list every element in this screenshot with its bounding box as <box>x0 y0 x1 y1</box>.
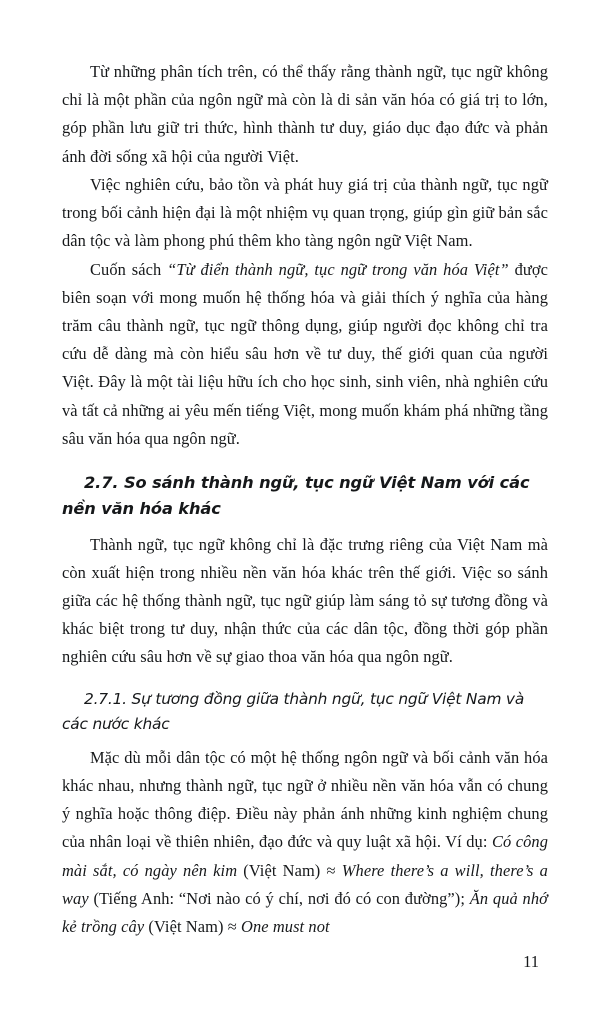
paragraph-1: Từ những phân tích trên, có thể thấy rằng thành ngữ, tục ngữ không chỉ là một phần của ngôn ngữ mà còn là di sản văn hóa có giá trị to lớn, góp phần lưu giữ tri thức, hình thành tư duy, giáo dục đạo đức và phản ánh đời sống xã hội của người Việt. <box>62 62 548 166</box>
paragraph-3-text-after: được biên soạn với mong muốn hệ thống hóa và giải thích ý nghĩa của hàng trăm câu thành ngữ, tục ngữ thông dụng, giúp người đọc không chỉ tra cứu dễ dàng mà còn hiểu sâu hơn về tư duy, thế giới quan của người Việt. Đây là một tài liệu hữu ích cho học sinh, sinh viên, nhà nghiên cứu và tất cả những ai yêu mến tiếng Việt, mong muốn khám phá những tầng sâu văn hóa qua ngôn ngữ. <box>62 259 548 448</box>
proverb-italic-1: Có công mài sắt, có ngày nên kim <box>62 832 548 880</box>
section-paragraph: Thành ngữ, tục ngữ không chỉ là đặc trưng riêng của Việt Nam mà còn xuất hiện trong nhiều nền văn hóa khác trên thế giới. Việc so sánh giữa các hệ thống thành ngữ, tục ngữ giúp làm sáng tỏ sự tương đồng và khác biệt trong tư duy, nhận thức của các dân tộc, đồng thời góp phần nghiên cứu sâu hơn về sự giao thoa văn hóa qua ngôn ngữ. <box>62 534 548 667</box>
subsection-text-2: (Việt Nam) ≈ <box>237 860 342 880</box>
proverb-italic-4: One must not <box>241 917 330 937</box>
paragraph-3-text-before: Cuốn sách <box>90 259 168 279</box>
page-content <box>62 58 548 941</box>
paragraph-2: Việc nghiên cứu, bảo tồn và phát huy giá trị của thành ngữ, tục ngữ trong bối cảnh hiện đại là một nhiệm vụ quan trọng, giúp gìn giữ bản sắc dân tộc và làm phong phú thêm kho tàng ngôn ngữ Việt Nam. <box>62 174 548 251</box>
page-number: 11 <box>523 952 539 971</box>
paragraph-3 <box>62 256 548 454</box>
proverb-italic-3: Ăn quả nhớ kẻ trồng cây <box>62 888 548 937</box>
section-heading-2-7: 2.7. So sánh thành ngữ, tục ngữ Việt Nam với các nền văn hóa khác <box>62 473 530 519</box>
subsection-heading-2-7-1: 2.7.1. Sự tương đồng giữa thành ngữ, tục ngữ Việt Nam và các nước khác <box>62 689 525 734</box>
subsection-text-3: (Tiếng Anh: “Nơi nào có ý chí, nơi đó có con đường”); <box>88 888 470 908</box>
book-title-italic: “Từ điển thành ngữ, tục ngữ trong văn hóa Việt” <box>167 259 509 279</box>
subsection-text-1: Mặc dù mỗi dân tộc có một hệ thống ngôn ngữ và bối cảnh văn hóa khác nhau, nhưng thành ngữ, tục ngữ ở nhiều nền văn hóa vẫn có chung ý nghĩa hoặc thông điệp. Điều này phản ánh những kinh nghiệm chung của nhân loại về thiên nhiên, đạo đức và quy luật xã hội. Ví dụ: <box>62 747 548 852</box>
subsection-text-4: (Việt Nam) ≈ <box>144 917 242 937</box>
subsection-paragraph <box>62 744 548 942</box>
proverb-italic-2: Where there’s a will, there’s a way <box>62 860 548 908</box>
